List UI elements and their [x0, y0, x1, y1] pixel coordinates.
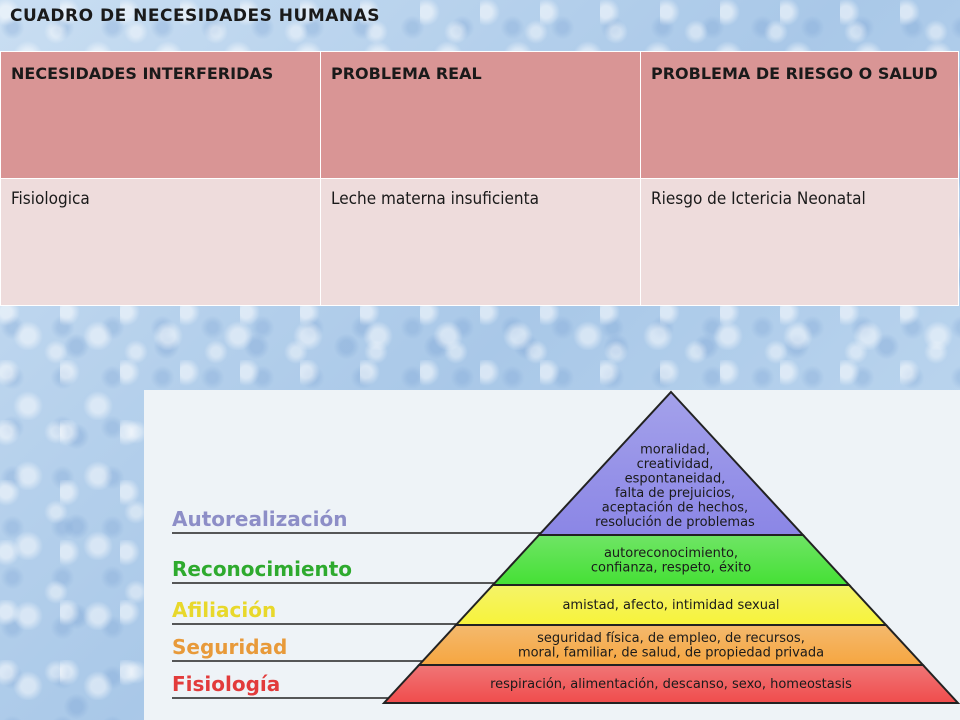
- pyramid-level-text: creatividad,: [636, 456, 714, 472]
- pyramid-level-text: moral, familiar, de salud, de propiedad privada: [517, 645, 825, 661]
- pyramid-level-text: amistad, afecto, intimidad sexual: [562, 598, 780, 613]
- header-problema-real: PROBLEMA REAL: [321, 52, 641, 179]
- pyramid-level-label: Reconocimiento: [172, 557, 353, 581]
- pyramid-level-text: moralidad,: [640, 442, 710, 458]
- table-header-row: [1, 52, 959, 179]
- pyramid-level-label: Autorealización: [172, 507, 348, 531]
- header-problema-riesgo: PROBLEMA DE RIESGO O SALUD: [641, 52, 959, 179]
- pyramid-level-text: espontaneidad,: [624, 471, 726, 487]
- pyramid-level-label: Afiliación: [172, 598, 277, 622]
- pyramid-level-text: autoreconocimiento,: [603, 545, 739, 561]
- pyramid-level-text: falta de prejuicios,: [614, 485, 736, 501]
- table-row: [1, 179, 959, 306]
- header-necesidades-interferidas: NECESIDADES INTERFERIDAS: [1, 52, 321, 179]
- table-cell: Riesgo de Ictericia Neonatal: [641, 179, 959, 306]
- pyramid-level-text: aceptación de hechos,: [601, 500, 749, 516]
- maslow-pyramid-figure: [144, 390, 960, 720]
- table-cell: Leche materna insuficienta: [321, 179, 641, 306]
- needs-table: [0, 51, 959, 306]
- pyramid-svg: [144, 390, 960, 720]
- pyramid-level-label: Seguridad: [172, 635, 288, 659]
- table-cell: Fisiologica: [1, 179, 321, 306]
- page-title: CUADRO DE NECESIDADES HUMANAS: [10, 6, 381, 26]
- pyramid-level-text: seguridad física, de empleo, de recursos,: [537, 630, 805, 646]
- pyramid-level-text: confianza, respeto, éxito: [590, 560, 752, 576]
- pyramid-level-label: Fisiología: [172, 672, 281, 696]
- pyramid-level-text: resolución de problemas: [595, 514, 755, 530]
- pyramid-level-text: respiración, alimentación, descanso, sexo, homeostasis: [490, 677, 852, 692]
